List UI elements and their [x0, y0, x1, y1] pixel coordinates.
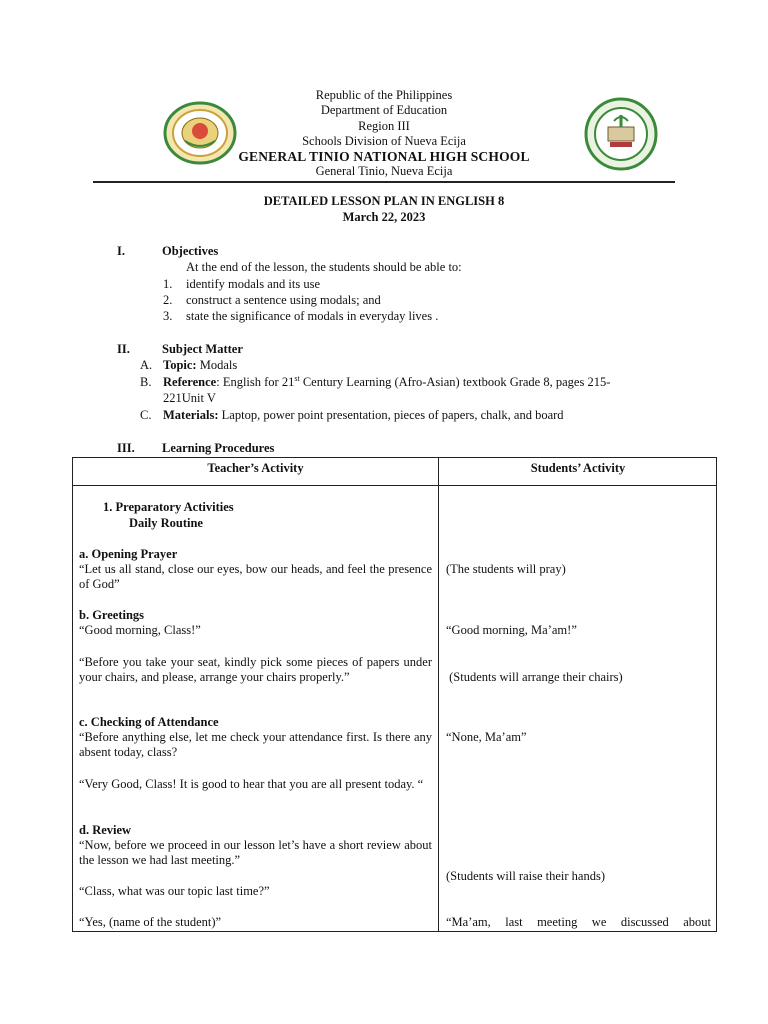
topic-question: “Class, what was our topic last time?” — [79, 884, 270, 898]
objective-number-3: 3. — [163, 309, 173, 323]
objective-item-3: state the significance of modals in everyday lives . — [186, 309, 439, 323]
procedures-numeral: III. — [117, 441, 135, 455]
objectives-intro: At the end of the lesson, the students should be able to: — [186, 260, 462, 274]
attendance-response: “None, Ma’am” — [446, 730, 527, 744]
table-header-divider — [73, 485, 716, 486]
table-column-divider — [438, 458, 439, 931]
title-main: DETAILED LESSON PLAN IN ENGLISH 8 — [263, 194, 505, 208]
seat-text: “Before you take your seat, kindly pick some pieces of papers under your chairs, and please, arrange your chairs properly.” — [79, 655, 432, 684]
reference-value-2: Century Learning (Afro-Asian) textbook Grade 8, pages 215- — [299, 375, 611, 389]
materials-letter: C. — [140, 408, 152, 422]
school-name: GENERAL TINIO NATIONAL HIGH SCHOOL — [238, 149, 530, 165]
teacher-column-header: Teacher’s Activity — [207, 461, 304, 475]
materials-line — [163, 408, 564, 423]
topic-letter: A. — [140, 358, 153, 372]
attendance-text: “Before anything else, let me check your attendance first. Is there any absent today, class? — [79, 730, 432, 759]
subject-heading: Subject Matter — [162, 342, 243, 356]
reference-value-3: 221Unit V — [163, 391, 216, 405]
reference-value-1: : English for 21 — [216, 375, 295, 389]
procedures-table — [72, 457, 717, 932]
reference-line — [163, 375, 610, 390]
last-meeting-response: “Ma’am, last meeting we discussed about — [446, 915, 711, 929]
topic-value: Modals — [196, 358, 238, 372]
students-column-header: Students’ Activity — [530, 461, 626, 475]
very-good-text: “Very Good, Class! It is good to hear that you are all present today. “ — [79, 777, 424, 791]
review-heading: d. Review — [79, 823, 132, 837]
materials-value: Laptop, power point presentation, pieces of papers, chalk, and board — [218, 408, 564, 422]
republic-line: Republic of the Philippines — [315, 88, 453, 102]
greetings-response: “Good morning, Ma’am!” — [446, 623, 577, 637]
topic-label: Topic: — [163, 358, 197, 372]
objective-number-2: 2. — [163, 293, 173, 307]
objective-number-1: 1. — [163, 277, 173, 291]
review-text: “Now, before we proceed in our lesson let’s have a short review about the lesson we had last meeting.” — [79, 838, 432, 867]
title-date: March 22, 2023 — [342, 210, 426, 224]
school-address: General Tinio, Nueva Ecija — [315, 164, 453, 179]
attendance-heading: c. Checking of Attendance — [79, 715, 219, 729]
objective-item-1: identify modals and its use — [186, 277, 321, 291]
reference-label: Reference — [163, 375, 217, 389]
prayer-heading: a. Opening Prayer — [79, 547, 178, 561]
daily-routine-heading: Daily Routine — [129, 516, 203, 530]
objective-item-2: construct a sentence using modals; and — [186, 293, 381, 307]
letterhead — [0, 88, 768, 180]
prayer-response: (The students will pray) — [446, 562, 566, 576]
region-line: Region III — [358, 118, 410, 133]
yes-text: “Yes, (name of the student)” — [79, 915, 222, 929]
raise-hands-response: (Students will raise their hands) — [446, 869, 605, 883]
topic-line — [163, 358, 237, 373]
seat-response: (Students will arrange their chairs) — [446, 670, 623, 684]
procedures-heading: Learning Procedures — [162, 441, 275, 455]
greetings-text: “Good morning, Class!” — [79, 623, 201, 637]
header-divider — [93, 181, 675, 183]
reference-letter: B. — [140, 375, 152, 389]
materials-label: Materials: — [163, 408, 219, 422]
subject-numeral: II. — [117, 342, 130, 356]
objectives-numeral: I. — [117, 244, 125, 258]
prayer-text: “Let us all stand, close our eyes, bow our heads, and feel the presence of God” — [79, 562, 432, 591]
reference-sup: st — [294, 373, 300, 383]
department-line: Department of Education — [320, 103, 448, 118]
document-title — [0, 193, 768, 225]
division-line: Schools Division of Nueva Ecija — [302, 133, 466, 148]
greetings-heading: b. Greetings — [79, 608, 145, 622]
objectives-heading: Objectives — [162, 244, 219, 258]
prep-heading: 1. Preparatory Activities — [103, 500, 234, 514]
